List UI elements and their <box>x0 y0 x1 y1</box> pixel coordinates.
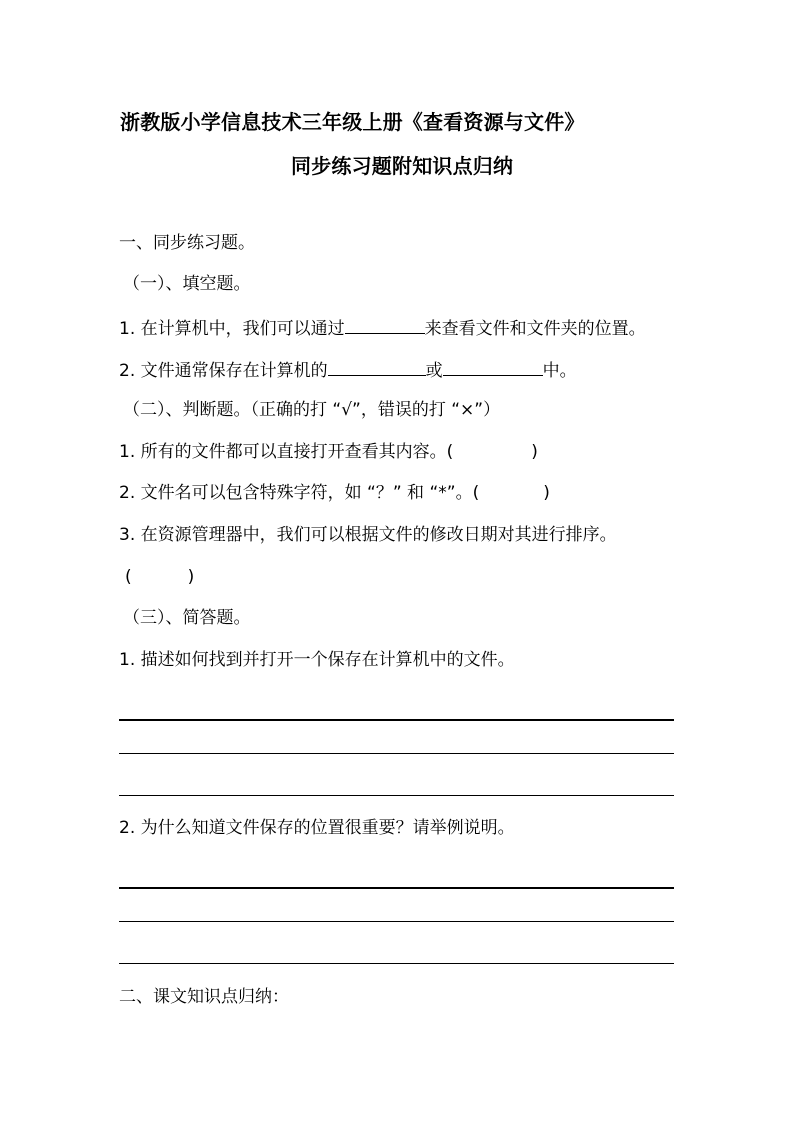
answer-line[interactable] <box>119 887 674 889</box>
answer-blank[interactable] <box>443 357 543 376</box>
page-title: 浙教版小学信息技术三年级上册《查看资源与文件》 <box>120 110 585 134</box>
close-paren: ) <box>531 442 538 462</box>
question-text: 1. 在计算机中，我们可以通过 <box>119 319 345 339</box>
part-heading-true-false: （二）、判断题。（正确的打 “√”，错误的打 “×”） <box>123 400 501 420</box>
answer-blank[interactable] <box>345 315 425 334</box>
short-answer-question-2: 2. 为什么知道文件保存的位置很重要？请举例说明。 <box>119 818 515 838</box>
true-false-question-2 <box>119 482 550 504</box>
question-text: 1. 所有的文件都可以直接打开查看其内容。( <box>119 442 454 462</box>
fill-blank-question-2 <box>119 357 577 382</box>
close-paren: ) <box>187 567 195 587</box>
question-text: 来查看文件和文件夹的位置。 <box>424 319 646 339</box>
true-false-question-3: 3. 在资源管理器中，我们可以根据文件的修改日期对其进行排序。 <box>119 525 617 545</box>
true-false-question-1 <box>119 441 538 463</box>
question-text: 2. 文件通常保存在计算机的 <box>119 361 328 381</box>
close-paren: ) <box>543 483 550 503</box>
section-heading-knowledge-summary: 二、课文知识点归纳： <box>119 987 289 1007</box>
open-paren: ( <box>125 567 132 587</box>
answer-line[interactable] <box>119 753 674 754</box>
true-false-question-3-answer <box>125 566 194 588</box>
answer-blank[interactable] <box>328 357 426 376</box>
answer-line[interactable] <box>119 963 674 964</box>
short-answer-question-1: 1. 描述如何找到并打开一个保存在计算机中的文件。 <box>119 650 515 670</box>
answer-line[interactable] <box>119 921 674 922</box>
fill-blank-question-1 <box>119 315 646 340</box>
answer-line[interactable] <box>119 719 674 721</box>
part-heading-short-answer: （三）、简答题。 <box>123 608 251 628</box>
question-text: 或 <box>425 361 443 381</box>
page-subtitle: 同步练习题附知识点归纳 <box>291 154 514 178</box>
part-heading-fill-blank: （一）、填空题。 <box>123 274 251 294</box>
question-text: 2. 文件名可以包含特殊字符，如 “？” 和 “*”。( <box>119 483 480 503</box>
question-text: 中。 <box>542 361 577 381</box>
section-heading-exercises: 一、同步练习题。 <box>119 233 255 253</box>
answer-line[interactable] <box>119 795 674 796</box>
